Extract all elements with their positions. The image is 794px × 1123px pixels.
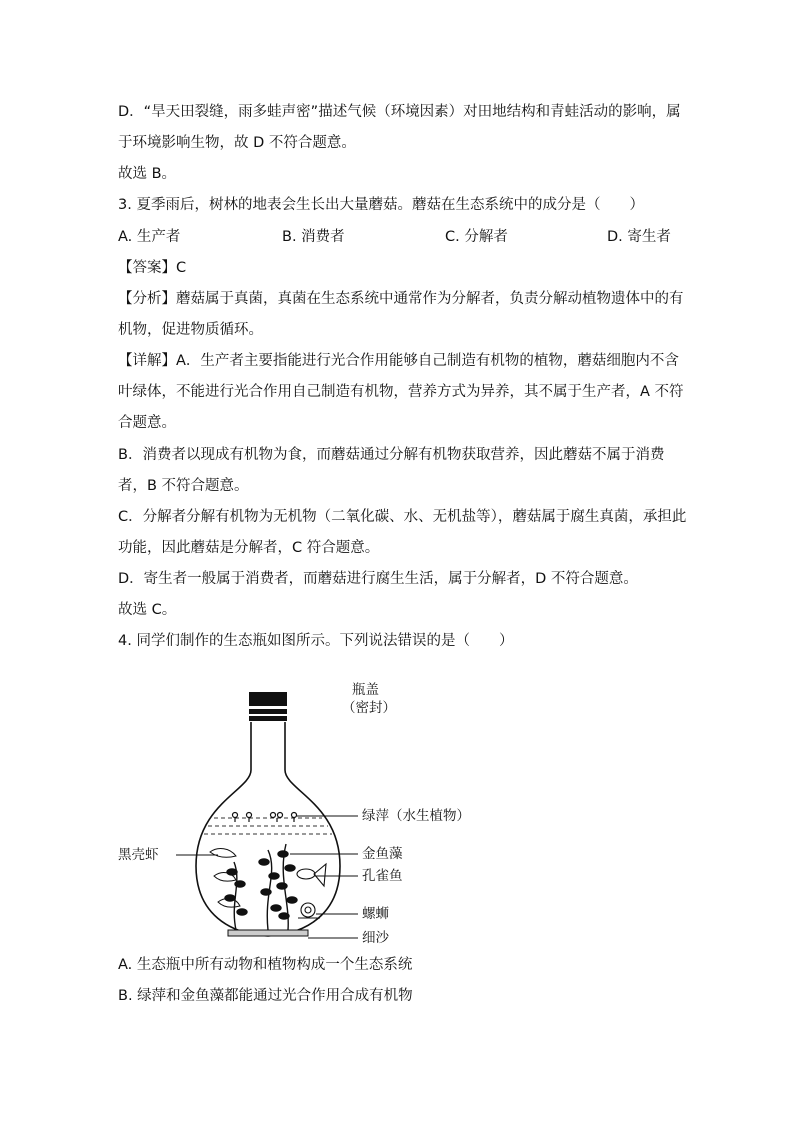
duckweed [233,813,297,823]
q3-analysis-line-1: 【分析】蘑菇属于真菌，真菌在生态系统中通常作为分解者，负责分解动植物遗体中的有 [118,291,684,307]
question-3-stem: 3. 夏季雨后，树林的地表会生长出大量蘑菇。蘑菇在生态系统中的成分是（ ） [118,197,644,213]
label-guppy: 孔雀鱼 [362,868,403,884]
label-snail: 螺蛳 [362,906,389,922]
label-cap: 瓶盖 [352,682,379,698]
q3-detail-line-1: 【详解】A．生产者主要指能进行光合作用能够自己制造有机物的植物，蘑菇细胞内不含 [118,353,679,369]
q3-option-d: D. 寄生者 [607,229,671,245]
snail [298,903,320,918]
paragraph-option-d-conclusion: 于环境影响生物，故 D 不符合题意。 [118,135,356,151]
paragraph-option-d-explanation: D．“旱天田裂缝，雨多蛙声密”描述气候（环境因素）对田地结构和青蛙活动的影响，属 [118,104,681,120]
q3-option-b: B. 消费者 [282,229,345,245]
eco-bottle-figure [118,672,518,952]
label-cap-note: （密封） [342,700,396,716]
sand-layer [228,930,308,936]
question-4-stem: 4. 同学们制作的生态瓶如图所示。下列说法错误的是（ ） [118,633,514,649]
q3-analysis-line-2: 机物，促进物质循环。 [118,322,263,338]
paragraph-select-b: 故选 B。 [118,166,177,182]
q3-detail-line-6: C．分解者分解有机物为无机物（二氧化碳、水、无机盐等），蘑菇属于腐生真菌，承担此 [118,509,687,525]
q3-detail-line-7: 功能，因此蘑菇是分解者，C 符合题意。 [118,540,380,556]
label-hornwort: 金鱼藻 [362,846,403,862]
bottle-cap-band-2 [249,716,287,721]
q4-option-a: A. 生态瓶中所有动物和植物构成一个生态系统 [118,957,413,973]
q3-detail-line-3: 合题意。 [118,415,176,431]
q3-detail-line-4: B．消费者以现成有机物为食，而蘑菇通过分解有机物获取营养，因此蘑菇不属于消费 [118,447,665,463]
q4-option-b: B. 绿萍和金鱼藻都能通过光合作用合成有机物 [118,988,413,1004]
q3-option-c: C. 分解者 [445,229,508,245]
q3-detail-line-2: 叶绿体，不能进行光合作用自己制造有机物，营养方式为异养，其不属于生产者，A 不符 [118,384,684,400]
hornwort-plants [225,844,297,930]
q3-option-a: A. 生产者 [118,229,181,245]
q3-detail-line-9: 故选 C。 [118,602,177,618]
bottle-cap [249,692,287,706]
q3-detail-line-5: 者，B 不符合题意。 [118,478,249,494]
q3-answer: 【答案】C [118,260,187,276]
eco-bottle-diagram [118,672,518,952]
label-shrimp: 黑壳虾 [118,847,159,863]
bottle-cap-band [249,709,287,714]
label-sand: 细沙 [362,930,389,946]
q3-detail-line-8: D．寄生者一般属于消费者，而蘑菇进行腐生生活，属于分解者，D 不符合题意。 [118,571,638,587]
guppy-fish [297,864,326,886]
label-duckweed: 绿萍（水生植物） [362,808,470,824]
